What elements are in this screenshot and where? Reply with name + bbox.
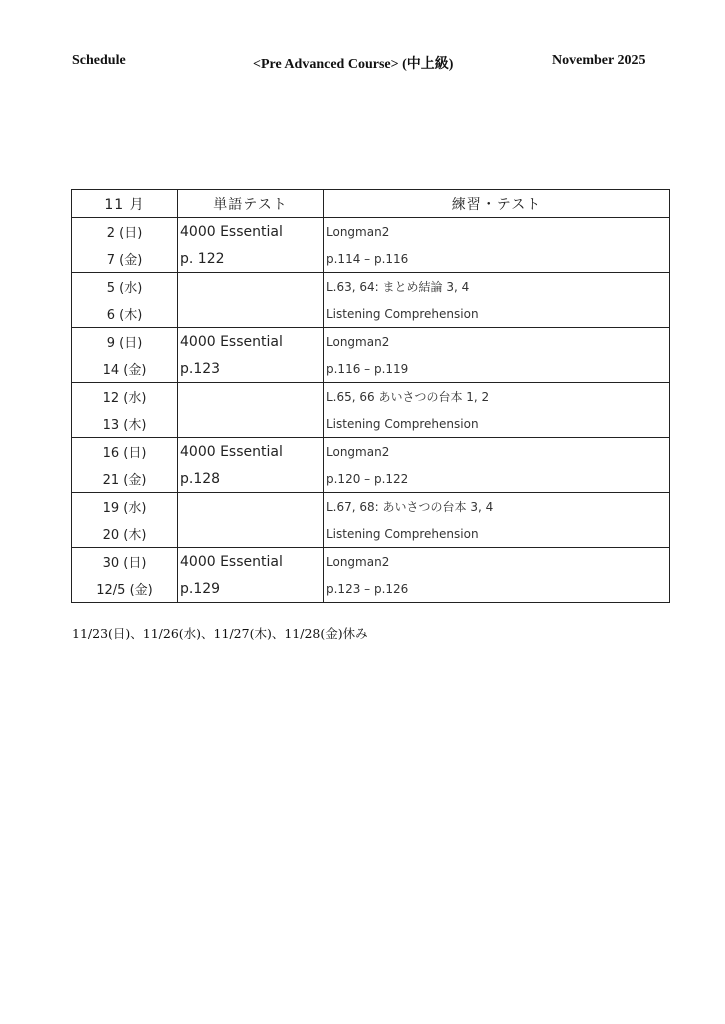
practice-cell: Longman2 <box>324 218 670 246</box>
practice-cell: p.120 – p.122 <box>324 465 670 493</box>
table-row <box>72 218 670 246</box>
date-cell: 14 (金) <box>72 355 178 383</box>
date-cell: 20 (木) <box>72 520 178 548</box>
vocab-cell: 4000 Essential <box>178 438 324 466</box>
date-cell: 16 (日) <box>72 438 178 466</box>
date-cell: 7 (金) <box>72 245 178 273</box>
schedule-table <box>71 189 670 603</box>
practice-cell: Longman2 <box>324 438 670 466</box>
table-row <box>72 355 670 383</box>
date-cell: 9 (日) <box>72 328 178 356</box>
vocab-cell <box>178 410 324 438</box>
vocab-cell: p.123 <box>178 355 324 383</box>
table-row <box>72 465 670 493</box>
vocab-cell <box>178 520 324 548</box>
practice-cell: p.123 – p.126 <box>324 575 670 603</box>
table-row <box>72 520 670 548</box>
practice-cell: p.114 – p.116 <box>324 245 670 273</box>
header-month: November 2025 <box>552 53 646 68</box>
table-row <box>72 493 670 521</box>
date-cell: 12 (水) <box>72 383 178 411</box>
date-cell: 30 (日) <box>72 548 178 576</box>
header-course-title: <Pre Advanced Course> (中上級) <box>253 57 454 72</box>
date-cell: 13 (木) <box>72 410 178 438</box>
vocab-cell: 4000 Essential <box>178 218 324 246</box>
column-header-practice-test: 練習・テスト <box>324 190 670 218</box>
table-row <box>72 273 670 301</box>
date-cell: 5 (水) <box>72 273 178 301</box>
header-schedule-label: Schedule <box>72 53 126 68</box>
practice-cell: Longman2 <box>324 548 670 576</box>
vocab-cell <box>178 273 324 301</box>
vocab-cell: 4000 Essential <box>178 328 324 356</box>
date-cell: 12/5 (金) <box>72 575 178 603</box>
practice-cell: L.67, 68: あいさつの台本 3, 4 <box>324 493 670 521</box>
practice-cell: Listening Comprehension <box>324 520 670 548</box>
vocab-cell: p.128 <box>178 465 324 493</box>
practice-cell: L.63, 64: まとめ結論 3, 4 <box>324 273 670 301</box>
column-header-date: 11 月 <box>72 190 178 218</box>
practice-cell: p.116 – p.119 <box>324 355 670 383</box>
table-row <box>72 548 670 576</box>
table-row <box>72 575 670 603</box>
practice-cell: Listening Comprehension <box>324 300 670 328</box>
vocab-cell: p. 122 <box>178 245 324 273</box>
date-cell: 6 (木) <box>72 300 178 328</box>
practice-cell: Longman2 <box>324 328 670 356</box>
holiday-note: 11/23(日)、11/26(水)、11/27(木)、11/28(金)休み <box>72 626 368 641</box>
vocab-cell <box>178 493 324 521</box>
vocab-cell: p.129 <box>178 575 324 603</box>
table-row <box>72 300 670 328</box>
table-header-row <box>72 190 670 218</box>
practice-cell: Listening Comprehension <box>324 410 670 438</box>
table-row <box>72 438 670 466</box>
table-row <box>72 383 670 411</box>
vocab-cell <box>178 383 324 411</box>
table-row <box>72 328 670 356</box>
vocab-cell: 4000 Essential <box>178 548 324 576</box>
date-cell: 19 (水) <box>72 493 178 521</box>
practice-cell: L.65, 66 あいさつの台本 1, 2 <box>324 383 670 411</box>
table-row <box>72 410 670 438</box>
vocab-cell <box>178 300 324 328</box>
column-header-vocab-test: 単語テスト <box>178 190 324 218</box>
date-cell: 2 (日) <box>72 218 178 246</box>
table-row <box>72 245 670 273</box>
date-cell: 21 (金) <box>72 465 178 493</box>
